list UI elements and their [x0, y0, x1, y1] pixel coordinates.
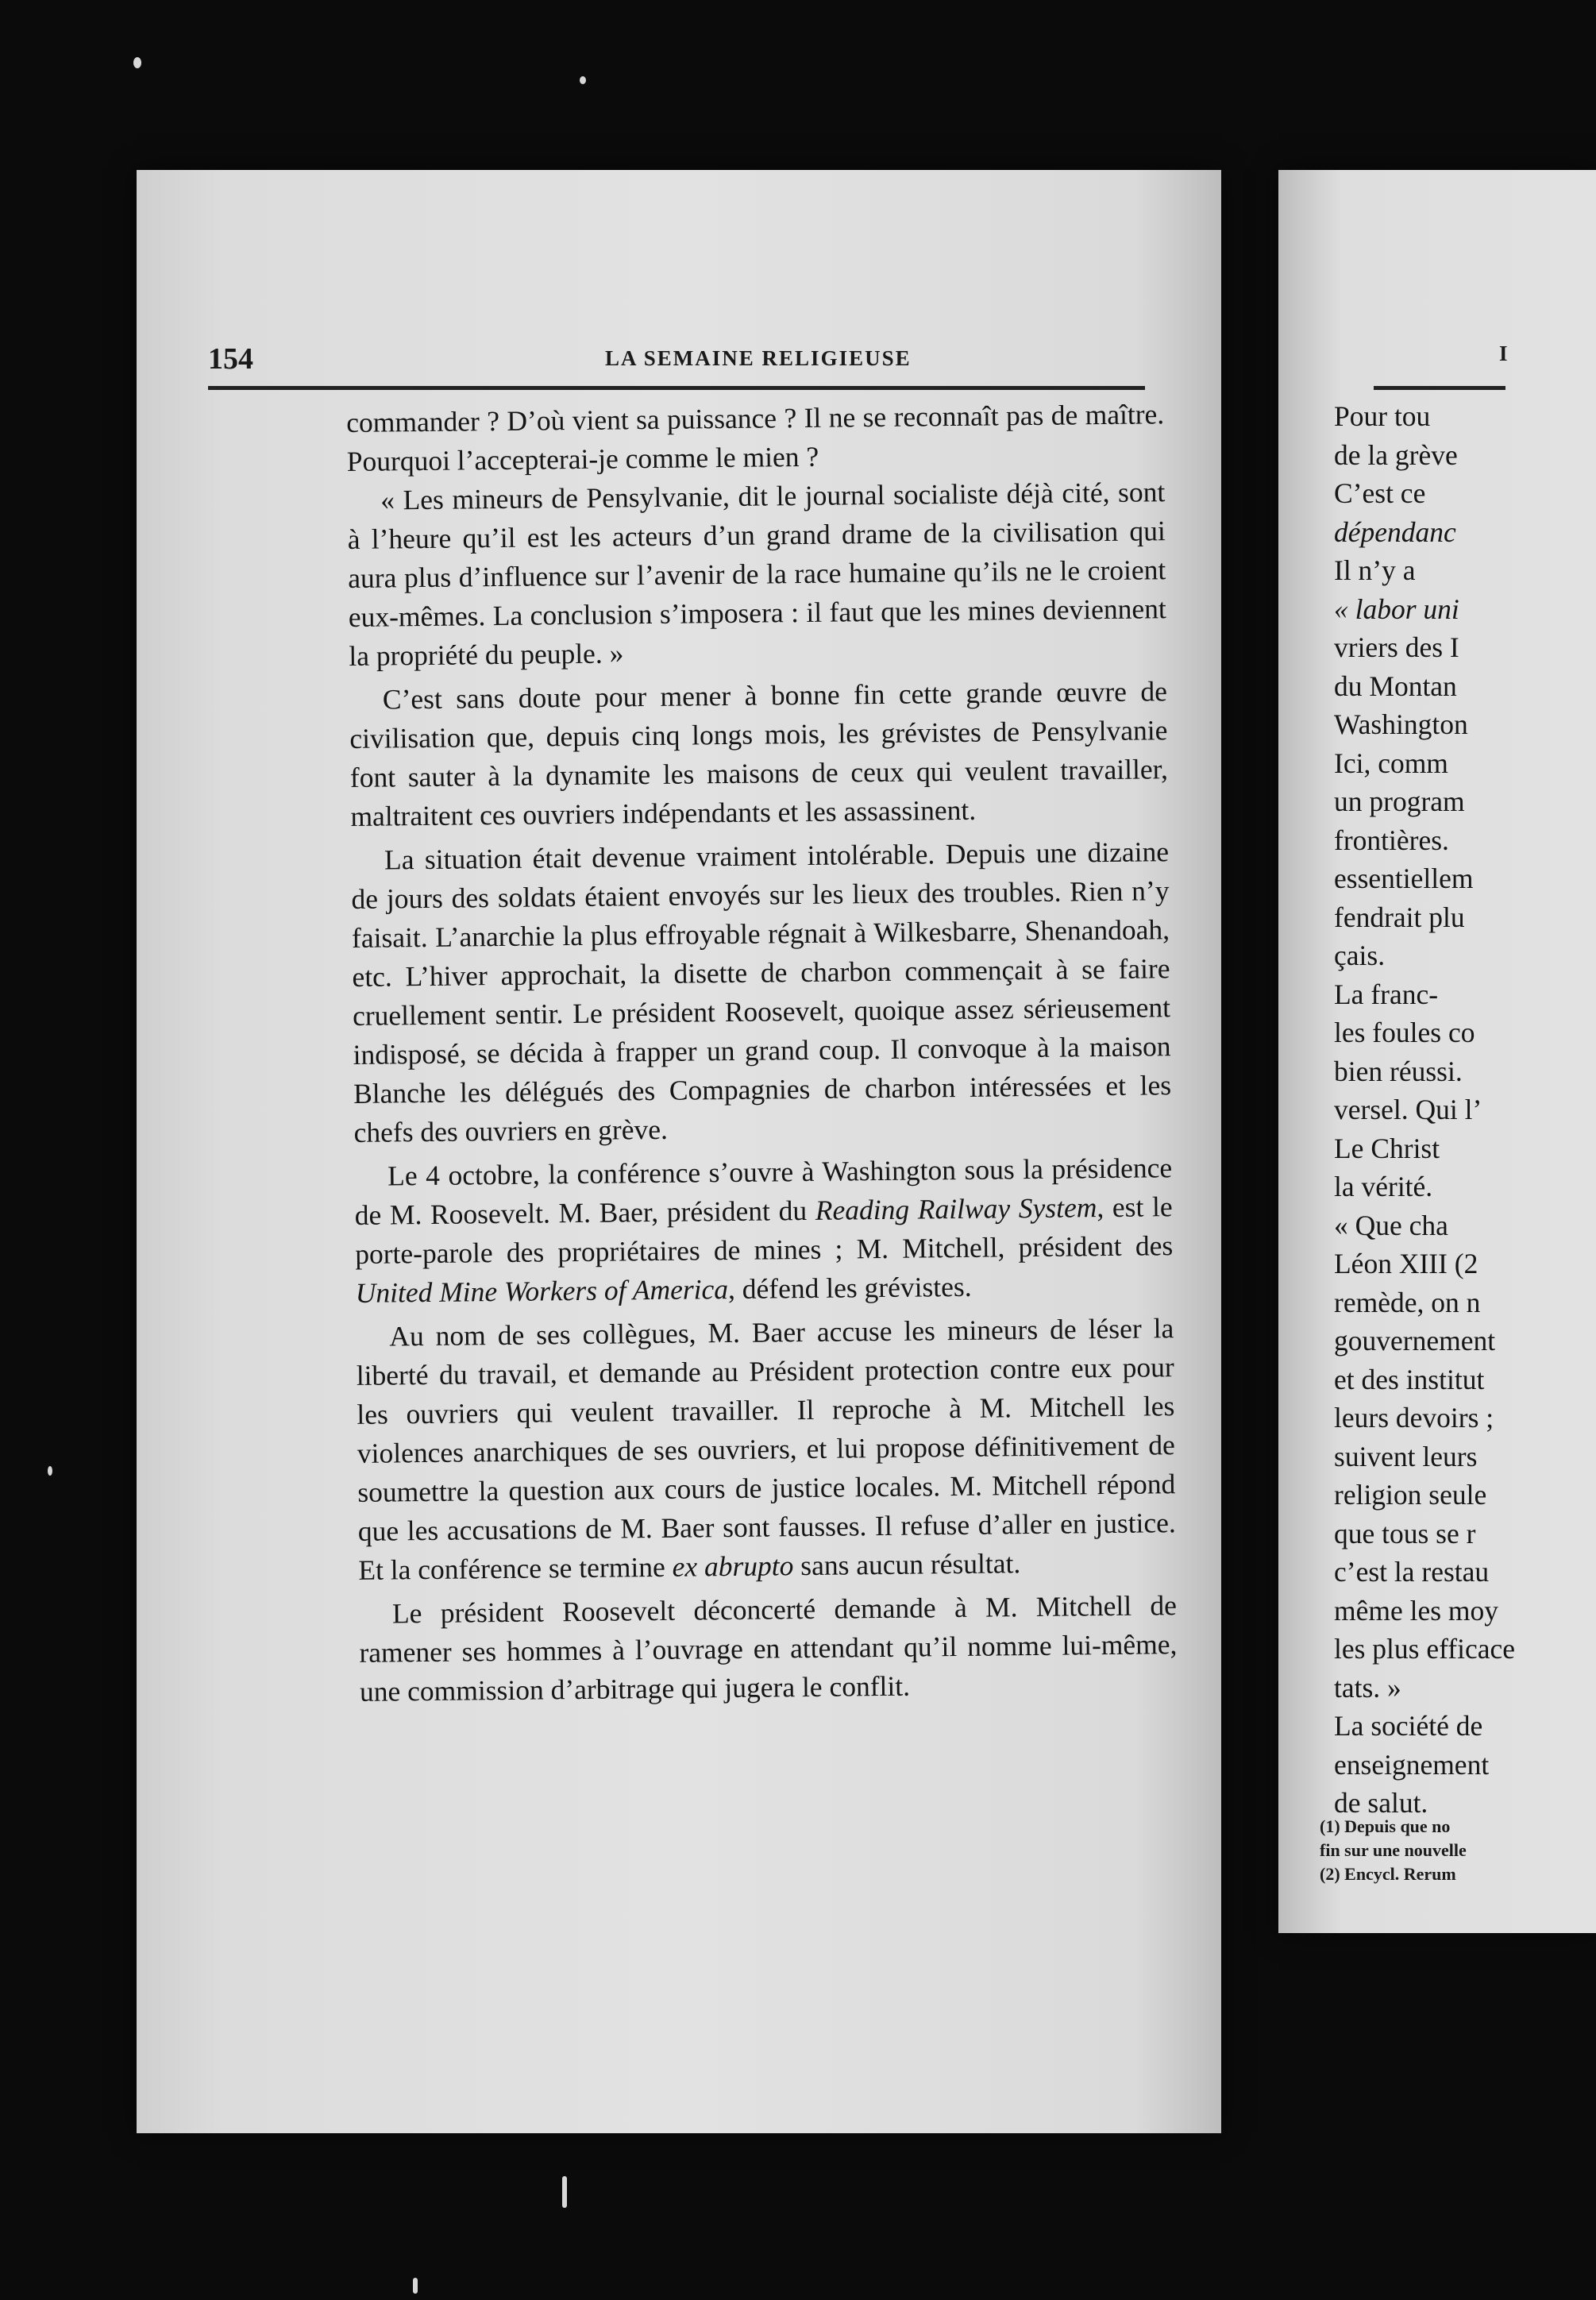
- running-title: LA SEMAINE RELIGIEUSE: [605, 346, 912, 370]
- text-run: Le 4 octobre, la conférence s’ouvre à Washington sous la présidence de M. Roosevelt. M. Baer, président du: [354, 1152, 1173, 1231]
- paragraph: La situation était devenue vraiment intolérable. Depuis une dizaine de jours des soldats étaient envoyés sur les lieux des troubles. Rien n’y faisait. L’anarchie la plus effroyable régnait à Wilkesbarre, Shenandoah, etc. L’hiver approchait, la disette de charbon commençait à se faire cruellement sentir. Le président Roosevelt, quoique assez sérieusement indisposé, se décida à frapper un grand coup. Il convoque à la maison Blanche les délégués des Compagnies de charbon intéressées et les chefs des ouvriers en grève.: [351, 835, 1172, 1148]
- text-run: Au nom de ses collègues, M. Baer accuse les mineurs de léser la liberté du travail, et demande au Président protection contre eux pour les ouvriers qui veulent travailler. Il reproche à M. Mitchell les violences anarchiques de ses ouvriers, et lui propose définitivement de soumettre la question aux cours de justice locales. M. Mitchell répond que les accusations de M. Baer sont fausses. Il refuse d’aller en justice. Et la conférence se termine: [356, 1312, 1177, 1586]
- adjacent-line: religion seule: [1334, 1479, 1487, 1511]
- adjacent-line: versel. Qui l’: [1334, 1094, 1482, 1125]
- adjacent-line: frontières.: [1334, 824, 1449, 856]
- adjacent-line: fendrait plu: [1334, 901, 1465, 933]
- adjacent-line: C’est ce: [1334, 477, 1426, 509]
- adjacent-line: même les moy: [1334, 1594, 1499, 1627]
- paragraph: commander ? D’où vient sa puissance ? Il ne se reconnaît pas de maître. Pourquoi l’accepterai-je comme le mien ?: [346, 398, 1165, 477]
- adjacent-line: un program: [1334, 785, 1465, 817]
- film-speck: [133, 57, 141, 68]
- paragraph: C’est sans doute pour mener à bonne fin cette grande œuvre de civilisation que, depuis cinq longs mois, les grévistes de Pensylvanie font sauter à la dynamite les maisons de ceux qui veulent travailler, maltraitent ces ouvriers indépendants et les assassinent.: [349, 675, 1169, 832]
- italic-railway-name: Reading Railway System: [815, 1191, 1097, 1226]
- adjacent-line: suivent leurs: [1334, 1440, 1478, 1472]
- film-speck: [48, 1466, 52, 1476]
- adjacent-line: la vérité.: [1334, 1171, 1433, 1202]
- adjacent-footnote: (2) Encycl. Rerum: [1320, 1864, 1456, 1884]
- adjacent-footnote: fin sur une nouvelle: [1320, 1840, 1467, 1860]
- adjacent-line: Il n’y a: [1334, 554, 1416, 586]
- paragraph: [356, 1309, 1177, 1590]
- page-header: [208, 342, 1145, 390]
- adjacent-line: essentiellem: [1334, 862, 1474, 894]
- adjacent-line: que tous se r: [1334, 1517, 1476, 1549]
- page-number: 154: [208, 342, 253, 376]
- adjacent-line: gouvernement: [1334, 1325, 1496, 1356]
- adjacent-line: bien réussi.: [1334, 1055, 1463, 1087]
- adjacent-line: La franc-: [1334, 978, 1439, 1010]
- adjacent-line: de salut.: [1334, 1787, 1428, 1819]
- text-run: sans aucun résultat.: [793, 1547, 1021, 1582]
- adjacent-line: les plus efficace: [1334, 1633, 1516, 1665]
- adjacent-line: Le Christ: [1334, 1132, 1440, 1164]
- paragraph: « Les mineurs de Pensylvanie, dit le journal socialiste déjà cité, sont à l’heure qu’il est les acteurs d’un grand drame de la civilisation qui aura plus d’influence sur l’avenir de la race humaine qu’ils ne le croient eux-mêmes. La conclusion s’imposera : il faut que les mines deviennent la propriété du peuple. »: [347, 476, 1166, 672]
- adjacent-line: çais.: [1334, 940, 1386, 971]
- adjacent-line: les foules co: [1334, 1017, 1475, 1048]
- film-speck: [413, 2278, 418, 2294]
- adjacent-line: et des institut: [1334, 1363, 1485, 1395]
- film-speck: [580, 76, 586, 84]
- paragraph: [354, 1148, 1174, 1313]
- adjacent-line: Léon XIII (2: [1334, 1248, 1478, 1279]
- adjacent-line: tats. »: [1334, 1671, 1401, 1704]
- adjacent-line: vriers des I: [1334, 631, 1459, 663]
- adjacent-line: « Que cha: [1334, 1209, 1448, 1241]
- adjacent-page-header: I: [1499, 342, 1508, 365]
- adjacent-line: remède, on n: [1334, 1286, 1481, 1318]
- adjacent-line: « labor uni: [1334, 592, 1459, 625]
- adjacent-page-text: [1334, 397, 1540, 1823]
- adjacent-line: dépendanc: [1334, 515, 1456, 548]
- adjacent-line: Pour tou: [1334, 400, 1431, 432]
- paragraph: Le président Roosevelt déconcerté demande à M. Mitchell de ramener ses hommes à l’ouvrage en attendant qu’il nomme lui-même, une commission d’arbitrage qui jugera le conflit.: [359, 1589, 1178, 1708]
- adjacent-header-rule: [1374, 386, 1505, 390]
- adjacent-line: enseignement: [1334, 1748, 1490, 1781]
- body-text: [346, 395, 1178, 1711]
- film-speck: [562, 2176, 567, 2208]
- adjacent-line: du Montan: [1334, 670, 1457, 702]
- adjacent-footnote: (1) Depuis que no: [1320, 1816, 1451, 1836]
- adjacent-line: c’est la restau: [1334, 1556, 1490, 1588]
- adjacent-line: leurs devoirs ;: [1334, 1402, 1494, 1434]
- adjacent-page-footnotes: [1320, 1815, 1518, 1886]
- adjacent-line: Washington: [1334, 708, 1468, 740]
- adjacent-line: de la grève: [1334, 438, 1458, 471]
- text-run: , est le porte-parole des propriétaires de mines ; M. Mitchell, président des: [355, 1191, 1174, 1270]
- text-run: , défend les grévistes.: [727, 1270, 972, 1306]
- italic-phrase: ex abrupto: [672, 1549, 794, 1583]
- adjacent-line: La société de: [1334, 1710, 1483, 1742]
- italic-union-name: United Mine Workers of America: [355, 1273, 729, 1309]
- adjacent-line: Ici, comm: [1334, 747, 1448, 779]
